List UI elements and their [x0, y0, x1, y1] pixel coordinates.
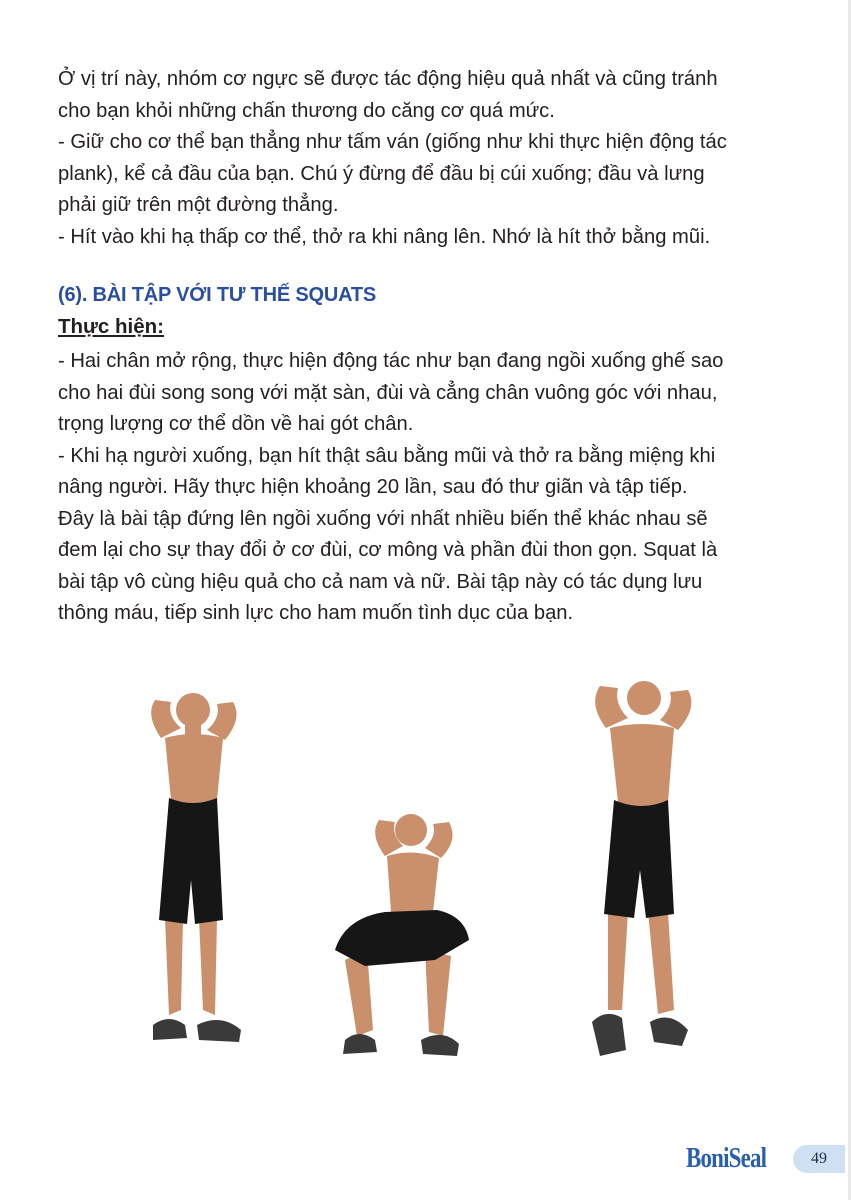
text-line: bài tập vô cùng hiệu quả cho cả nam và nữ. Bài tập này có tác dụng lưu [58, 570, 703, 593]
exercise-figures [0, 670, 851, 1090]
text-line: đem lại cho sự thay đổi ở cơ đùi, cơ mông và phần đùi thon gọn. Squat là [58, 539, 718, 561]
text-line: trọng lượng cơ thể dồn về hai gót chân. [58, 413, 414, 435]
sub-heading: Thực hiện: [58, 315, 164, 338]
text-line: cho bạn khỏi những chấn thương do căng cơ quá mức. [58, 99, 555, 122]
text-line: cho hai đùi song song với mặt sàn, đùi và cẳng chân vuông góc với nhau, [58, 381, 718, 404]
text-line: Ở vị trí này, nhóm cơ ngực sẽ được tác động hiệu quả nhất và cũng tránh [58, 68, 718, 90]
text-line: nâng người. Hãy thực hiện khoảng 20 lần, sau đó thư giãn và tập tiếp. [58, 476, 688, 498]
text-line: plank), kể cả đầu của bạn. Chú ý đừng để đầu bị cúi xuống; đầu và lưng [58, 162, 705, 185]
standing-pose-figure [125, 680, 255, 1080]
text-line: - Hít vào khi hạ thấp cơ thể, thở ra khi nâng lên. Nhớ là hít thở bằng mũi. [58, 225, 711, 248]
text-line: thông máu, tiếp sinh lực cho ham muốn tình dục của bạn. [58, 602, 574, 624]
squat-pose-figure [325, 800, 475, 1080]
jump-pose-figure [570, 670, 710, 1070]
text-line: - Hai chân mở rộng, thực hiện động tác như bạn đang ngồi xuống ghế sao [58, 350, 724, 372]
body-paragraph [58, 346, 780, 630]
text-line: Đây là bài tập đứng lên ngồi xuống với nhất nhiều biến thể khác nhau sẽ [58, 507, 708, 530]
text-line: phải giữ trên một đường thẳng. [58, 194, 339, 216]
text-line: - Khi hạ người xuống, bạn hít thật sâu bằng mũi và thở ra bằng miệng khi [58, 444, 716, 467]
page-number: 49 [793, 1145, 845, 1173]
intro-paragraph [58, 64, 780, 253]
section-heading: (6). BÀI TẬP VỚI TƯ THẾ SQUATS [58, 284, 377, 306]
text-line: - Giữ cho cơ thể bạn thẳng như tấm ván (giống như khi thực hiện động tác [58, 131, 727, 153]
brand-logo: BoniSeal [686, 1143, 767, 1174]
